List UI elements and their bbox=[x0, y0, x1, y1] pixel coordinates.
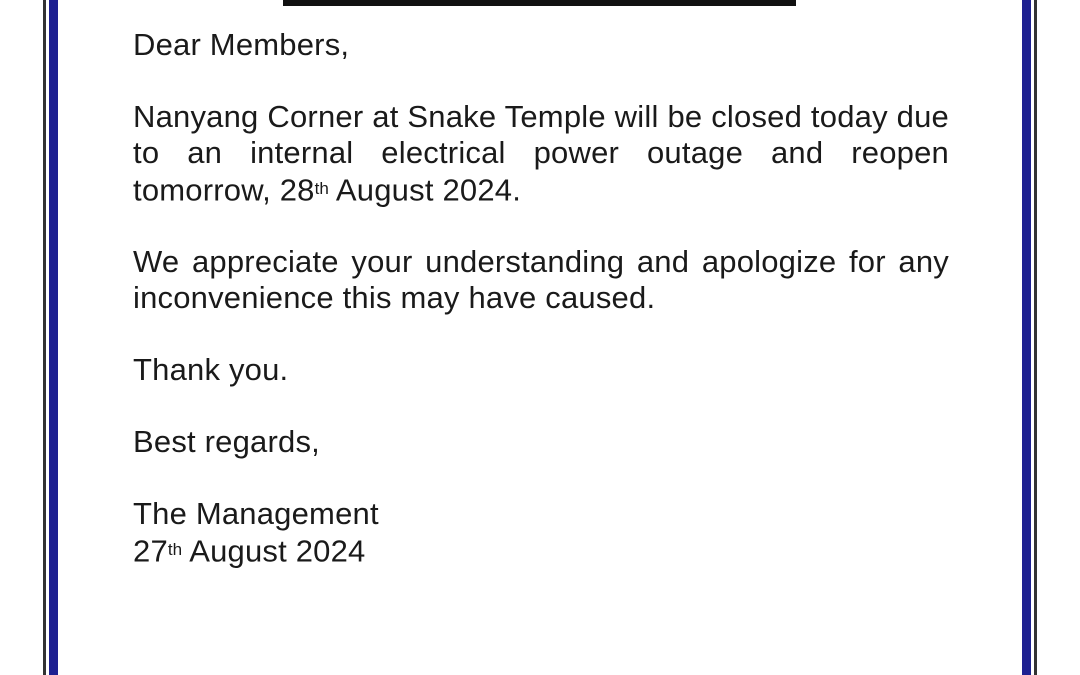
paragraph-apology bbox=[133, 244, 949, 316]
apology-line-1: We appreciate your understanding and apologize for any bbox=[133, 244, 949, 280]
closure-line-1: Nanyang Corner at Snake Temple will be closed today due bbox=[133, 99, 949, 134]
signature-date-ordinal: th bbox=[167, 540, 183, 560]
closing bbox=[133, 424, 949, 460]
salutation bbox=[133, 27, 949, 63]
signature-date bbox=[133, 532, 949, 569]
paragraph-closure-notice bbox=[133, 99, 949, 208]
salutation-text: Dear Members, bbox=[133, 27, 350, 62]
closure-line-3 bbox=[133, 171, 949, 208]
reopen-date-ordinal: th bbox=[314, 179, 329, 198]
thank-you bbox=[133, 352, 949, 388]
thank-you-text: Thank you. bbox=[133, 352, 289, 388]
apology-line-2: inconvenience this may have caused. bbox=[133, 280, 656, 316]
reopen-date-suffix: August 2024. bbox=[328, 172, 522, 208]
page-border-right-outer-line bbox=[1034, 0, 1037, 675]
letter-body bbox=[133, 27, 949, 606]
signature-date-suffix: August 2024 bbox=[182, 533, 366, 569]
page-border-right-inner-line bbox=[1022, 0, 1031, 675]
page-border-left-inner-line bbox=[49, 0, 58, 675]
signature-name: The Management bbox=[133, 496, 379, 532]
signature-date-prefix: 27 bbox=[133, 533, 168, 569]
closure-line-2: to an internal electrical power outage and reopen bbox=[133, 135, 949, 170]
title-underline-bar bbox=[283, 0, 796, 6]
reopen-date-prefix: tomorrow, 28 bbox=[133, 172, 315, 208]
closing-text: Best regards, bbox=[133, 424, 320, 460]
page-border-left-outer-line bbox=[43, 0, 46, 675]
signature-block bbox=[133, 496, 949, 569]
